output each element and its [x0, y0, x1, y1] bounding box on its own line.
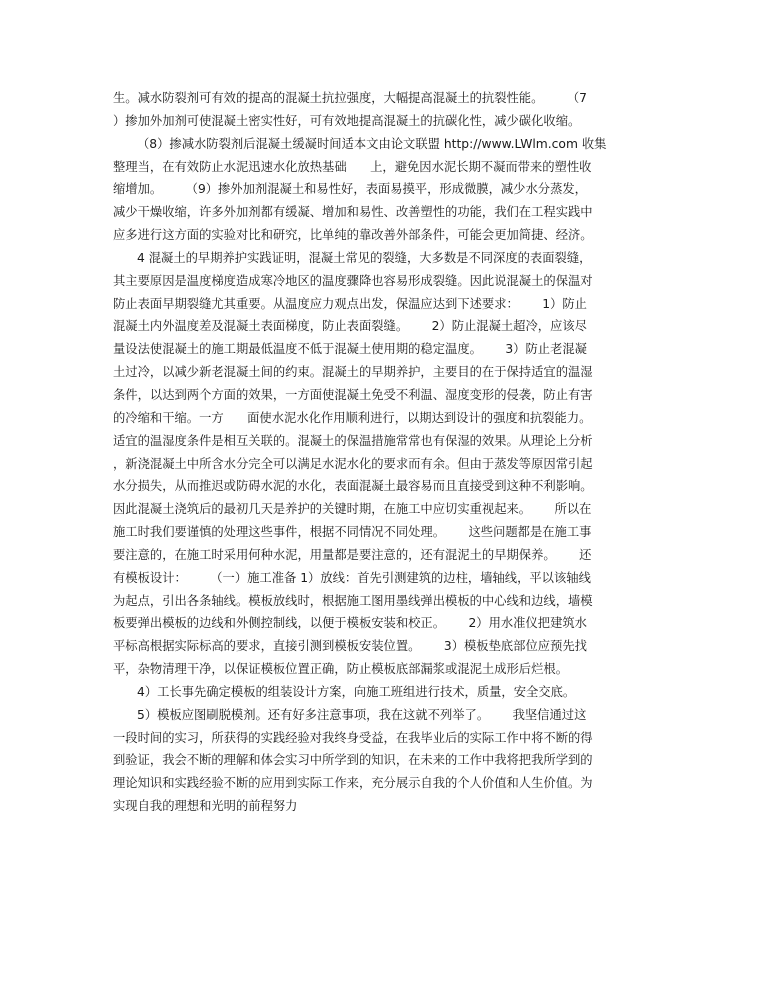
text-line: 防止表面早期裂缝尤其重要。从温度应力观点出发，保温应达到下述要求： 1）防止	[113, 296, 587, 311]
text-line: 生。减水防裂剂可有效的提高的混凝土抗拉强度，大幅提高混凝土的抗裂性能。 （7	[113, 91, 587, 105]
text-line: 理论知识和实践经验不断的应用到实际工作来，充分展示自我的个人价值和人生价值。为	[113, 776, 593, 791]
text-line: 量设法使混凝土的施工期最低温度不低于混凝土使用期的稳定温度。 3）防止老混凝	[113, 342, 587, 357]
text-line: 4）工长事先确定模板的组装设计方案，向施工班组进行技术，质量，安全交底。	[137, 684, 576, 699]
text-line: 平标高根据实际标高的要求，直接引测到模板安装位置。 3）模板垫底部位应预先找	[113, 639, 587, 654]
text-line: 要注意的，在施工时采用何种水泥，用量都是要注意的，还有混泥土的早期保养。 还	[113, 547, 592, 562]
text-line: 因此混凝土浇筑后的最初几天是养护的关键时期，在施工中应切实重视起来。 所以在	[113, 502, 592, 517]
text-line: （8）掺减水防裂剂后混凝土缓凝时间适本文由论文联盟 http://www.LWlm.com 收集	[137, 136, 607, 151]
text-line: 条件，以达到两个方面的效果，一方面使混凝土免受不利温、湿度变形的侵袭，防止有害	[113, 387, 593, 402]
text-line: 为起点，引出各条轴线。模板放线时，根据施工图用墨线弹出模板的中心线和边线，墙模	[113, 593, 593, 608]
text-line: 5）模板应图刷脱模剂。还有好多注意事项，我在这就不列举了。 我坚信通过这	[137, 707, 587, 722]
text-line: 减少干燥收缩，许多外加剂都有缓凝、增加和易性、改善塑性的功能，我们在工程实践中	[113, 205, 593, 220]
text-line: 的冷缩和干缩。一方 面使水泥水化作用顺利进行，以期达到设计的强度和抗裂能力。	[113, 410, 592, 425]
text-line: 到验证，我会不断的理解和体会实习中所学到的知识，在未来的工作中我将把我所学到的	[113, 753, 593, 768]
text-line: 其主要原因是温度梯度造成寒冷地区的温度骤降也容易形成裂缝。因此说混凝土的保温对	[113, 273, 593, 288]
text-line: ，新浇混凝土中所含水分完全可以满足水泥水化的要求而有余。但由于蒸发等原因常引起	[113, 456, 593, 471]
text-line: 有模板设计： （一）施工准备 1）放线：首先引测建筑的边柱，墙轴线，平以该轴线	[113, 570, 591, 585]
text-line: 板要弹出模板的边线和外侧控制线，以便于模板安装和校正。 2）用水准仪把建筑水	[113, 616, 587, 631]
text-line: 适宜的温湿度条件是相互关联的。混凝土的保温措施常常也有保湿的效果。从理论上分析	[113, 433, 593, 448]
text-line: 实现自我的理想和光明的前程努力	[113, 799, 298, 814]
text-line: 一段时间的实习，所获得的实践经验对我终身受益，在我毕业后的实际工作中将不断的得	[113, 730, 593, 745]
text-line: 施工时我们要谨慎的处理这些事件，根据不同情况不同处理。 这些问题都是在施工事	[113, 525, 592, 540]
text-line: 水分损失，从而推迟或防碍水泥的水化，表面混凝土最容易而且直接受到这种不利影响。	[113, 479, 593, 494]
body-text	[113, 87, 661, 818]
text-line: 土过冷，以减少新老混凝土间的约束。混凝土的早期养护，主要目的在于保持适宜的温湿	[113, 365, 593, 380]
text-line: 整理当，在有效防止水泥迅速水化放热基础 上，避免因水泥长期不凝而带来的塑性收	[113, 159, 592, 174]
text-line: 缩增加。 （9）掺外加剂混凝土和易性好，表面易摸平，形成微膜，减少水分蒸发，	[113, 182, 587, 197]
text-line: 4 混凝土的早期养护实践证明，混凝土常见的裂缝，大多数是不同深度的表面裂缝，	[137, 250, 592, 265]
text-line: 混凝土内外温度差及混凝土表面梯度，防止表面裂缝。 2）防止混凝土超冷，应该尽	[113, 319, 587, 334]
text-line: ）掺加外加剂可使混凝土密实性好，可有效地提高混凝土的抗碳化性，减少碳化收缩。	[113, 113, 581, 128]
text-line: 应多进行这方面的实验对比和研究，比单纯的靠改善外部条件，可能会更加简捷、经济。	[113, 228, 593, 243]
text-line: 平，杂物清理干净，以保证模板位置正确，防止模板底部漏浆或混泥土成形后烂根。	[113, 662, 568, 677]
